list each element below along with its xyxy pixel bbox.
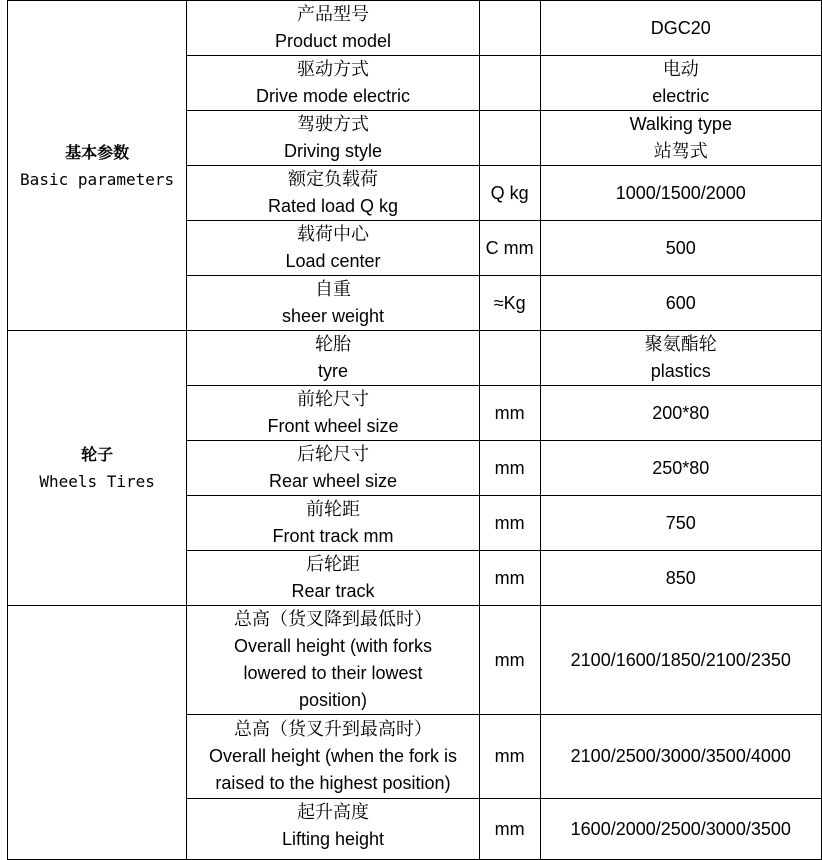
param-name-cell [187,276,480,331]
value-line: 850 [665,567,696,588]
param-en: Front wheel size [267,416,399,436]
param-zh: 轮胎 [315,334,351,354]
unit-cell: mm [479,715,540,799]
param-en: Rear wheel size [268,471,398,491]
param-en: sheer weight [281,306,385,326]
value-line: 1000/1500/2000 [615,182,746,203]
param-zh: 总高（货叉升到最高时） [234,719,432,739]
value-cell [540,166,821,221]
category-zh: 轮子 [81,445,114,464]
value-line: 500 [665,237,696,258]
param-name-cell [187,331,480,386]
param-name-cell [187,799,480,860]
value-cell [540,551,821,606]
value-line: 750 [665,512,696,533]
unit-cell: mm [479,799,540,860]
category-cell-basic [8,1,187,331]
value-cell [540,1,821,56]
category-en: Basic parameters [20,169,175,189]
param-en: Load center [285,251,381,271]
unit-cell: mm [479,606,540,715]
value-cell [540,56,821,111]
param-name-cell [187,1,480,56]
value-cell [540,441,821,496]
param-zh: 总高（货叉降到最低时） [234,609,432,629]
value-cell [540,715,821,799]
param-en: position) [298,690,368,710]
value-line: 聚氨酯轮 [644,334,717,354]
value-line: 2100/1600/1850/2100/2350 [570,649,791,670]
param-name-cell [187,111,480,166]
value-line: 1600/2000/2500/3000/3500 [570,818,791,839]
param-name-cell [187,221,480,276]
category-en: Wheels Tires [39,472,155,491]
category-zh: 基本参数 [65,142,130,162]
param-name-cell [187,496,480,551]
table-row [8,331,822,386]
param-name-cell [187,386,480,441]
value-cell [540,386,821,441]
unit-cell: mm [479,496,540,551]
param-en: Driving style [283,141,383,161]
param-zh: 自重 [315,279,351,299]
param-zh: 产品型号 [297,4,369,24]
value-line: 2100/2500/3000/3500/4000 [570,746,791,766]
value-line: plastics [650,361,711,381]
param-en: Lifting height [281,829,385,849]
param-zh: 后轮尺寸 [297,444,369,464]
value-line: 200*80 [652,402,710,423]
param-en: Overall height (with forks [233,636,433,656]
value-cell [540,496,821,551]
param-zh: 驾驶方式 [297,114,369,134]
param-en: Rated load Q kg [267,196,399,216]
value-line: 电动 [662,59,699,79]
param-en: tyre [318,361,349,381]
unit-cell: mm [479,441,540,496]
param-zh: 后轮距 [306,554,360,574]
value-line: 站驾式 [653,141,708,161]
value-cell [540,111,821,166]
category-cell-dimensions [8,606,187,860]
unit-cell: mm [479,386,540,441]
unit-cell [479,111,540,166]
param-en: Drive mode electric [255,86,411,106]
param-zh: 前轮尺寸 [297,389,369,409]
value-line: 250*80 [652,457,710,478]
param-zh: 驱动方式 [297,59,369,79]
category-cell-wheels [8,331,187,606]
table-row [8,606,822,715]
param-name-cell [187,441,480,496]
table-row [8,1,822,56]
param-zh: 起升高度 [297,802,369,822]
unit-cell [479,331,540,386]
param-name-cell [187,56,480,111]
param-name-cell [187,606,480,715]
value-line: 600 [665,292,696,313]
param-en: lowered to their lowest [243,663,423,683]
value-line: electric [652,86,710,106]
value-cell [540,331,821,386]
param-en: Product model [274,31,392,51]
unit-cell: ≈Kg [479,276,540,331]
value-cell [540,221,821,276]
unit-cell: mm [479,551,540,606]
value-cell [540,606,821,715]
param-zh: 前轮距 [306,499,360,519]
spec-table [7,0,822,860]
unit-cell: Q kg [479,166,540,221]
param-zh: 额定负载荷 [288,169,378,189]
value-line: DGC20 [650,17,711,38]
value-line: Walking type [629,114,732,134]
param-en: Front track mm [272,526,394,546]
unit-cell: C mm [479,221,540,276]
param-name-cell [187,166,480,221]
param-en: Rear track [291,581,375,601]
unit-cell [479,1,540,56]
unit-cell [479,56,540,111]
value-cell [540,276,821,331]
param-en: Overall height (when the fork is [208,746,458,766]
param-name-cell [187,551,480,606]
param-en: raised to the highest position) [215,773,451,793]
param-name-cell [187,715,480,799]
param-zh: 载荷中心 [297,224,369,244]
value-cell [540,799,821,860]
